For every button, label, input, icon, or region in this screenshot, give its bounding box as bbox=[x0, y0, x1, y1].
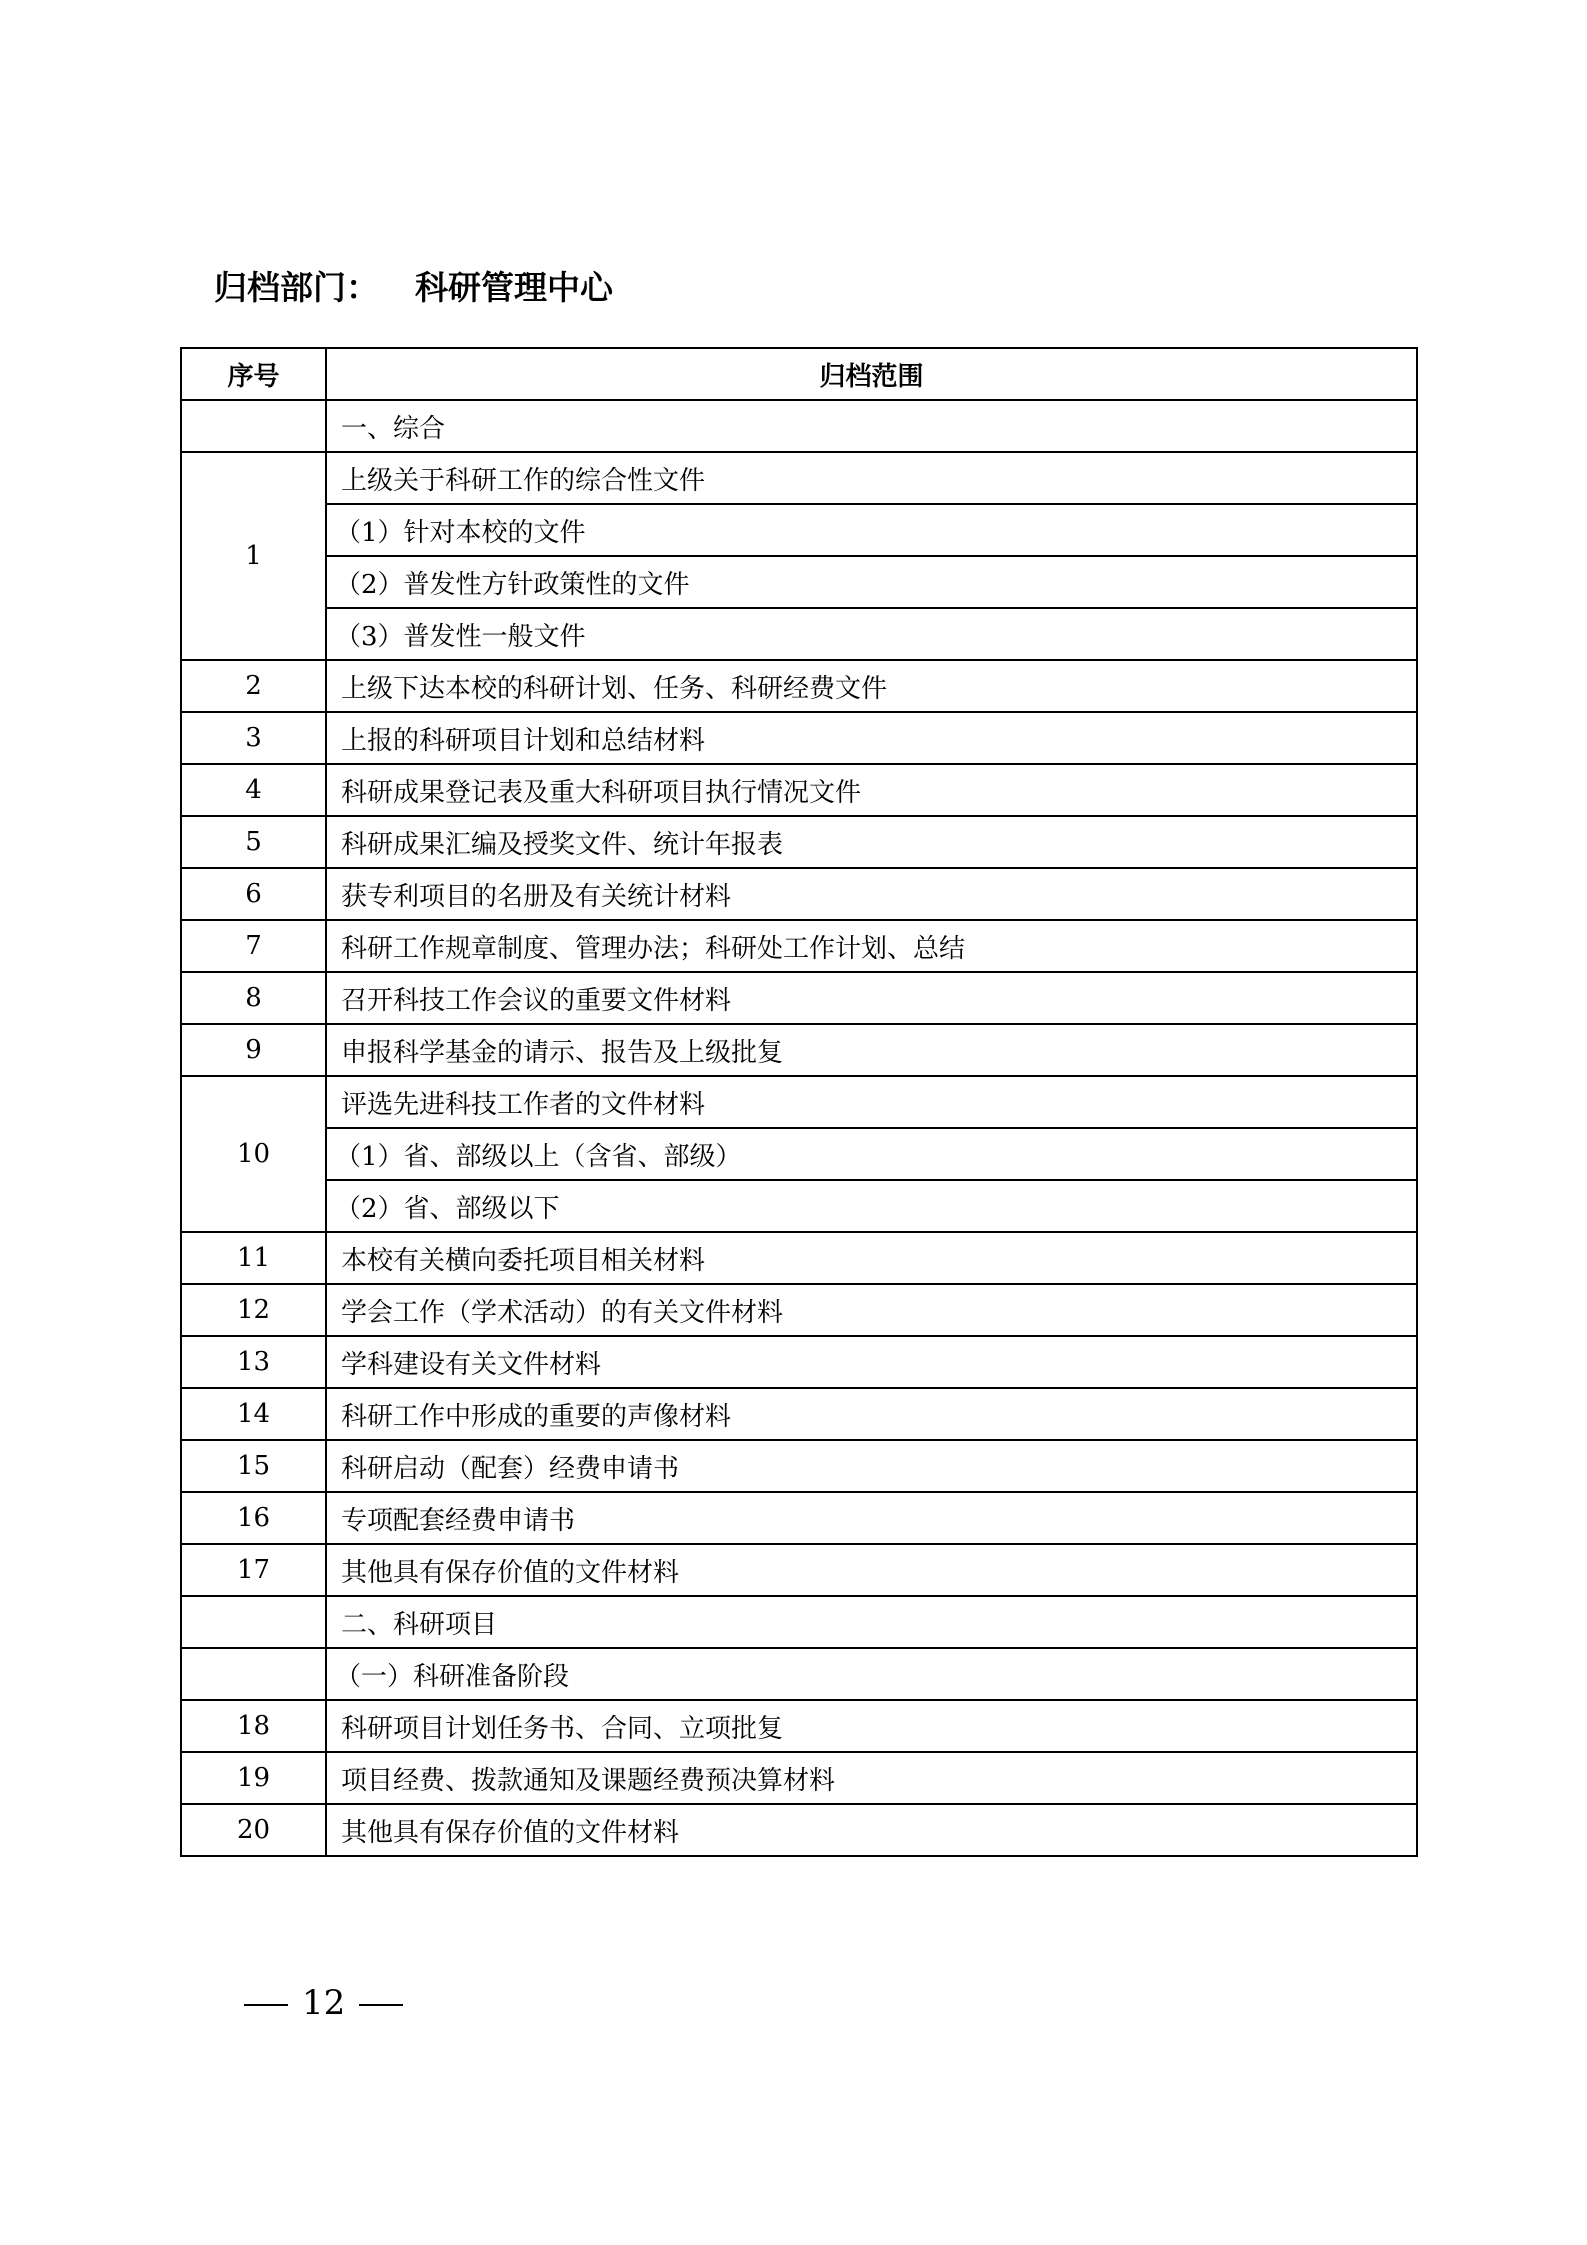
table-body bbox=[181, 400, 1417, 1856]
table-row bbox=[181, 452, 1417, 504]
archive-scope-cell: 科研项目计划任务书、合同、立项批复 bbox=[326, 1700, 1417, 1752]
row-number-cell: 18 bbox=[181, 1700, 326, 1752]
archive-scope-cell: 学科建设有关文件材料 bbox=[326, 1336, 1417, 1388]
table-row bbox=[181, 1284, 1417, 1336]
column-header-number: 序号 bbox=[181, 348, 326, 400]
row-number-cell: 19 bbox=[181, 1752, 326, 1804]
row-number-cell: 7 bbox=[181, 920, 326, 972]
table-row bbox=[181, 608, 1417, 660]
table-row bbox=[181, 556, 1417, 608]
archive-scope-cell: 上级下达本校的科研计划、任务、科研经费文件 bbox=[326, 660, 1417, 712]
column-header-scope: 归档范围 bbox=[326, 348, 1417, 400]
row-number-cell: 11 bbox=[181, 1232, 326, 1284]
table-row bbox=[181, 1544, 1417, 1596]
table-row bbox=[181, 660, 1417, 712]
archive-scope-table bbox=[180, 347, 1418, 1857]
archive-scope-cell: 科研启动（配套）经费申请书 bbox=[326, 1440, 1417, 1492]
archive-scope-cell: 本校有关横向委托项目相关材料 bbox=[326, 1232, 1417, 1284]
archive-scope-cell: 上报的科研项目计划和总结材料 bbox=[326, 712, 1417, 764]
archive-scope-cell: （1）针对本校的文件 bbox=[326, 504, 1417, 556]
archive-scope-cell: 专项配套经费申请书 bbox=[326, 1492, 1417, 1544]
archive-scope-cell: 上级关于科研工作的综合性文件 bbox=[326, 452, 1417, 504]
page-number: 12 bbox=[302, 1983, 346, 2023]
row-number-cell: 4 bbox=[181, 764, 326, 816]
row-number-cell: 15 bbox=[181, 1440, 326, 1492]
archive-department-heading bbox=[214, 262, 613, 314]
row-number-cell: 8 bbox=[181, 972, 326, 1024]
table-row bbox=[181, 764, 1417, 816]
archive-scope-cell: 评选先进科技工作者的文件材料 bbox=[326, 1076, 1417, 1128]
row-number-cell: 16 bbox=[181, 1492, 326, 1544]
archive-scope-cell: 其他具有保存价值的文件材料 bbox=[326, 1804, 1417, 1856]
archive-scope-cell: （2）省、部级以下 bbox=[326, 1180, 1417, 1232]
department-name: 科研管理中心 bbox=[415, 268, 613, 307]
table-row bbox=[181, 1232, 1417, 1284]
archive-scope-cell: 科研工作中形成的重要的声像材料 bbox=[326, 1388, 1417, 1440]
row-number-cell bbox=[181, 400, 326, 452]
table-row bbox=[181, 1128, 1417, 1180]
footer-dash-left bbox=[244, 2004, 288, 2006]
archive-scope-cell: 学会工作（学术活动）的有关文件材料 bbox=[326, 1284, 1417, 1336]
table-row bbox=[181, 972, 1417, 1024]
archive-scope-cell: （1）省、部级以上（含省、部级） bbox=[326, 1128, 1417, 1180]
archive-scope-cell: （2）普发性方针政策性的文件 bbox=[326, 556, 1417, 608]
department-label: 归档部门： bbox=[214, 268, 379, 307]
row-number-cell: 14 bbox=[181, 1388, 326, 1440]
row-number-cell: 1 bbox=[181, 452, 326, 660]
row-number-cell: 20 bbox=[181, 1804, 326, 1856]
table-row bbox=[181, 816, 1417, 868]
row-number-cell: 3 bbox=[181, 712, 326, 764]
archive-scope-cell: 项目经费、拨款通知及课题经费预决算材料 bbox=[326, 1752, 1417, 1804]
archive-scope-cell: 科研工作规章制度、管理办法；科研处工作计划、总结 bbox=[326, 920, 1417, 972]
table-row bbox=[181, 1648, 1417, 1700]
row-number-cell: 13 bbox=[181, 1336, 326, 1388]
table-row bbox=[181, 1596, 1417, 1648]
row-number-cell: 12 bbox=[181, 1284, 326, 1336]
archive-scope-cell: 科研成果登记表及重大科研项目执行情况文件 bbox=[326, 764, 1417, 816]
section-heading-cell: 二、科研项目 bbox=[326, 1596, 1417, 1648]
row-number-cell bbox=[181, 1648, 326, 1700]
table-row bbox=[181, 1180, 1417, 1232]
row-number-cell: 9 bbox=[181, 1024, 326, 1076]
archive-scope-cell: 召开科技工作会议的重要文件材料 bbox=[326, 972, 1417, 1024]
table-header-row bbox=[181, 348, 1417, 400]
table-row bbox=[181, 1336, 1417, 1388]
archive-scope-cell: 科研成果汇编及授奖文件、统计年报表 bbox=[326, 816, 1417, 868]
table-row bbox=[181, 920, 1417, 972]
table-row bbox=[181, 1388, 1417, 1440]
archive-scope-cell: （一）科研准备阶段 bbox=[326, 1648, 1417, 1700]
table-row bbox=[181, 1700, 1417, 1752]
table-row bbox=[181, 400, 1417, 452]
archive-scope-cell: （3）普发性一般文件 bbox=[326, 608, 1417, 660]
table-row bbox=[181, 504, 1417, 556]
table-row bbox=[181, 1804, 1417, 1856]
row-number-cell: 6 bbox=[181, 868, 326, 920]
table-row bbox=[181, 712, 1417, 764]
table-row bbox=[181, 1492, 1417, 1544]
page-footer bbox=[230, 1983, 417, 2023]
row-number-cell: 2 bbox=[181, 660, 326, 712]
archive-scope-cell: 其他具有保存价值的文件材料 bbox=[326, 1544, 1417, 1596]
row-number-cell: 10 bbox=[181, 1076, 326, 1232]
table-row bbox=[181, 1752, 1417, 1804]
table-row bbox=[181, 1076, 1417, 1128]
row-number-cell bbox=[181, 1596, 326, 1648]
row-number-cell: 17 bbox=[181, 1544, 326, 1596]
row-number-cell: 5 bbox=[181, 816, 326, 868]
table-row bbox=[181, 1440, 1417, 1492]
footer-dash-right bbox=[359, 2004, 403, 2006]
archive-scope-cell: 申报科学基金的请示、报告及上级批复 bbox=[326, 1024, 1417, 1076]
archive-scope-cell: 获专利项目的名册及有关统计材料 bbox=[326, 868, 1417, 920]
table-row bbox=[181, 868, 1417, 920]
section-heading-cell: 一、综合 bbox=[326, 400, 1417, 452]
table-row bbox=[181, 1024, 1417, 1076]
